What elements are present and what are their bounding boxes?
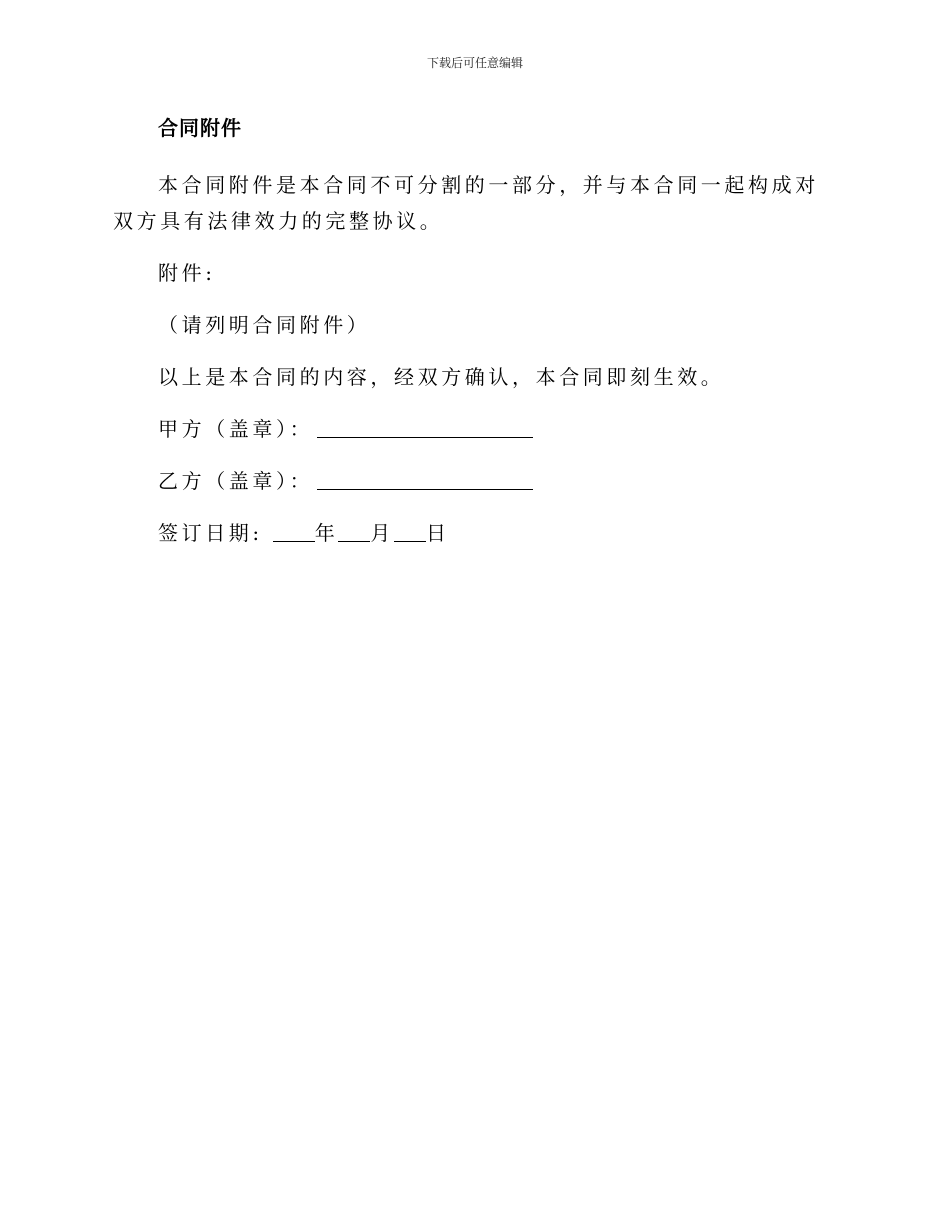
document-title: 合同附件 [158,116,242,140]
page-header-note: 下载后可任意编辑 [426,56,523,70]
party-a-signature-blank [317,415,533,438]
sign-date-label: 签订日期: [158,521,263,545]
confirmation-paragraph: 以上是本合同的内容，经双方确认，本合同即刻生效。 [158,365,725,389]
party-b-label: 乙方（盖章）： [158,469,314,493]
document-body [113,112,838,567]
month-unit: 月 [370,521,394,545]
attachments-label: 附件: [158,261,216,285]
sign-month-blank [338,519,370,542]
day-unit: 日 [425,521,450,545]
year-unit: 年 [314,521,339,545]
party-a-signature-row [113,411,838,447]
sign-day-blank [394,519,426,542]
party-b-signature-row [113,463,838,499]
party-a-label: 甲方（盖章）： [158,417,314,441]
party-b-signature-blank [317,467,533,490]
sign-date-row [113,515,838,551]
attachments-note: （请列明合同附件） [158,313,371,337]
sign-year-blank [273,519,315,542]
intro-paragraph: 本合同附件是本合同不可分割的一部分，并与本合同一起构成对双方具有法律效力的完整协议。 [113,173,819,233]
